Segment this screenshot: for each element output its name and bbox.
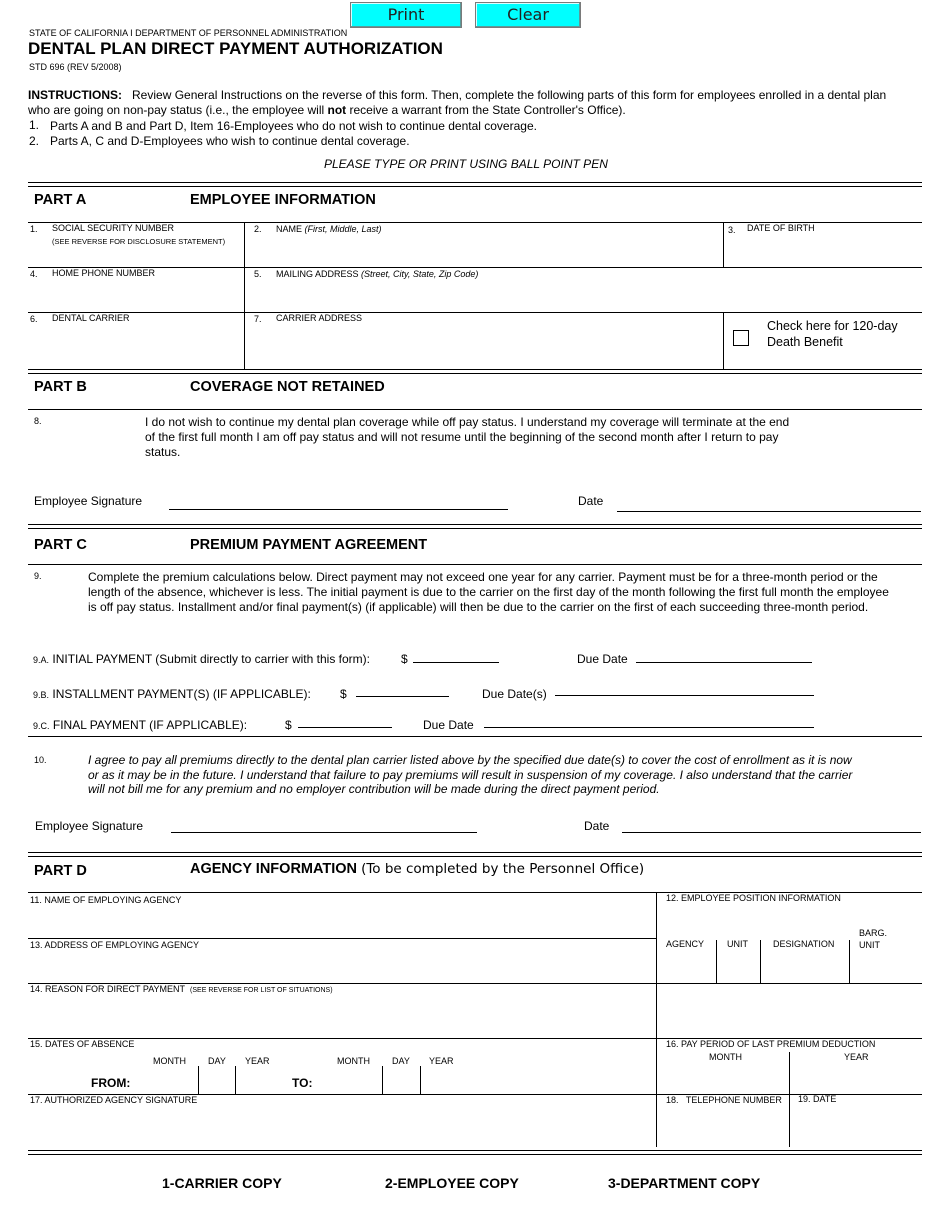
agency-name-label: 11. NAME OF EMPLOYING AGENCY (30, 895, 182, 905)
part-a-label: PART A (34, 192, 87, 208)
date-line[interactable] (617, 511, 921, 512)
position-barg-unit-label: BARG. UNIT (859, 928, 888, 950)
part-a-title: EMPLOYEE INFORMATION (190, 192, 376, 208)
pay-period-year-field[interactable] (792, 1064, 918, 1092)
agency-header: STATE OF CALIFORNIA I DEPARTMENT OF PERSONNEL ADMINISTRATION (29, 28, 348, 38)
home-phone-label: HOME PHONE NUMBER (52, 268, 156, 278)
instructions-text-end: receive a warrant from the State Controller's Office). (349, 103, 626, 117)
date-label: Date (578, 494, 604, 508)
home-phone-field[interactable] (30, 281, 240, 311)
employee-signature-label: Employee Signature (34, 494, 143, 508)
carrier-address-label: CARRIER ADDRESS (276, 313, 363, 323)
date-label-d: 19. DATE (798, 1094, 837, 1104)
final-due-date[interactable] (484, 727, 814, 728)
pay-period-month-field[interactable] (660, 1064, 786, 1092)
telephone-label: 18. TELEPHONE NUMBER (666, 1095, 782, 1105)
carrier-address-field[interactable] (250, 326, 720, 366)
dental-carrier-label: DENTAL CARRIER (52, 313, 130, 323)
instruction-1: Parts A and B and Part D, Item 16-Employees who do not wish to continue dental coverage. (50, 119, 537, 133)
mailing-address-label: MAILING ADDRESS (Street, City, State, Zip Code) (276, 269, 479, 279)
to-year-field[interactable] (422, 1067, 472, 1091)
instructions-text: Review General Instructions on the reverse of this form. Then, complete the following parts of this form for employees enrolled in a dental plan who are going on non-pay status (i.e., the employee will (28, 88, 887, 117)
from-month-field[interactable] (150, 1067, 196, 1091)
name-label: NAME (First, Middle, Last) (276, 224, 382, 234)
instructions-emphasis: not (327, 103, 347, 117)
employee-copy-label: 2-EMPLOYEE COPY (385, 1175, 519, 1191)
installment-due-dates[interactable] (555, 695, 814, 696)
dob-label: DATE OF BIRTH (747, 223, 815, 233)
pen-note: PLEASE TYPE OR PRINT USING BALL POINT PEN (324, 157, 608, 171)
from-year-field[interactable] (237, 1067, 287, 1091)
part-d-title: AGENCY INFORMATION (To be completed by the Personnel Office) (190, 861, 645, 877)
reason-field[interactable] (30, 996, 650, 1036)
instruction-2-number: 2. (29, 134, 40, 148)
final-payment-amount[interactable] (298, 727, 392, 728)
initial-payment-amount[interactable] (413, 662, 499, 663)
date-field-d[interactable] (792, 1108, 918, 1144)
ssn-field[interactable] (30, 234, 244, 266)
installment-payment-amount[interactable] (356, 696, 449, 697)
to-month-field[interactable] (334, 1067, 380, 1091)
form-title: DENTAL PLAN DIRECT PAYMENT AUTHORIZATION (28, 39, 443, 58)
instructions-label: INSTRUCTIONS: (28, 88, 122, 102)
payment-agreement-statement: I agree to pay all premiums directly to the dental plan carrier listed above by the specified due date(s) to cover the cost of enrollment as it is now or as it may be in the future. I understand that failure to pay premiums will result in suspension of my coverage. I also understand that the carrier will not bill me for any premium and no employer contribution will be made during the direct payment period. (88, 753, 853, 796)
initial-payment-label: 9.A. INITIAL PAYMENT (Submit directly to carrier with this form): (33, 652, 370, 666)
agency-address-label: 13. ADDRESS OF EMPLOYING AGENCY (30, 940, 200, 950)
from-label: FROM: (91, 1076, 131, 1090)
coverage-not-retained-statement: I do not wish to continue my dental plan coverage while off pay status. I understand my coverage will terminate at the end of the first full month I am off pay status and will not resume until the beginning of the second month after I return to pay status. (145, 415, 790, 459)
installment-payment-label: 9.B. INSTALLMENT PAYMENT(S) (IF APPLICABLE): (33, 687, 311, 701)
instruction-1-number: 1. (29, 118, 40, 132)
installment-due-dates-label: Due Date(s) (482, 687, 547, 701)
to-day-field[interactable] (384, 1067, 418, 1091)
ssn-label: SOCIAL SECURITY NUMBER (52, 223, 175, 233)
part-d-label: PART D (34, 863, 87, 879)
ssn-disclosure-note: (SEE REVERSE FOR DISCLOSURE STATEMENT) (52, 237, 226, 246)
death-benefit-label: Check here for 120-day Death Benefit (767, 319, 898, 349)
clear-button[interactable]: Clear (475, 2, 581, 28)
instructions (28, 88, 908, 118)
agency-signature-label: 17. AUTHORIZED AGENCY SIGNATURE (30, 1095, 198, 1105)
position-info-label: 12. EMPLOYEE POSITION INFORMATION (666, 893, 841, 903)
position-agency-label: AGENCY (666, 939, 705, 949)
dates-of-absence-label: 15. DATES OF ABSENCE (30, 1039, 135, 1049)
employee-signature-line[interactable] (169, 509, 508, 510)
part-c-title: PREMIUM PAYMENT AGREEMENT (190, 537, 428, 553)
carrier-copy-label: 1-CARRIER COPY (162, 1175, 282, 1191)
dob-field[interactable] (728, 236, 918, 266)
instruction-2: Parts A, C and D-Employees who wish to continue dental coverage. (50, 134, 410, 148)
name-field[interactable] (250, 236, 720, 266)
final-payment-label: 9.C. FINAL PAYMENT (IF APPLICABLE): (33, 718, 248, 732)
part-c-label: PART C (34, 537, 87, 553)
position-designation-label: DESIGNATION (773, 939, 835, 949)
from-day-field[interactable] (200, 1067, 233, 1091)
date-label-c: Date (584, 819, 610, 833)
pay-period-label: 16. PAY PERIOD OF LAST PREMIUM DEDUCTION (666, 1039, 876, 1049)
dental-carrier-field[interactable] (30, 326, 240, 366)
agency-name-field[interactable] (30, 906, 650, 936)
employee-signature-label-c: Employee Signature (35, 819, 144, 833)
employee-signature-line-c[interactable] (171, 832, 477, 833)
date-line-c[interactable] (622, 832, 921, 833)
department-copy-label: 3-DEPARTMENT COPY (608, 1175, 761, 1191)
part-b-title: COVERAGE NOT RETAINED (190, 379, 385, 395)
initial-due-date[interactable] (636, 662, 812, 663)
to-label: TO: (292, 1076, 313, 1090)
premium-calculation-instructions: Complete the premium calculations below. Direct payment may not exceed one year for any carrier. Payment must be for a three-month period or the length of the absence, whichever is less. The initial payment is due to the carrier on the first day of the month following the first full month the employee is off pay status. Installment and/or final payment(s) (if applicable) will then be due to the carrier on the first of each succeeding three-month period. (88, 570, 889, 614)
telephone-field[interactable] (660, 1108, 786, 1144)
agency-address-field[interactable] (30, 951, 650, 981)
print-button[interactable]: Print (350, 2, 462, 28)
agency-signature-field[interactable] (30, 1106, 650, 1144)
reason-label: 14. REASON FOR DIRECT PAYMENT (SEE REVERSE FOR LIST OF SITUATIONS) (30, 984, 333, 994)
final-due-date-label: Due Date (423, 718, 474, 732)
form-id: STD 696 (REV 5/2008) (29, 62, 122, 72)
position-unit-label: UNIT (727, 939, 748, 949)
initial-due-date-label: Due Date (577, 652, 628, 666)
part-b-label: PART B (34, 379, 87, 395)
death-benefit-checkbox[interactable] (733, 330, 749, 346)
mailing-address-field[interactable] (250, 281, 918, 311)
